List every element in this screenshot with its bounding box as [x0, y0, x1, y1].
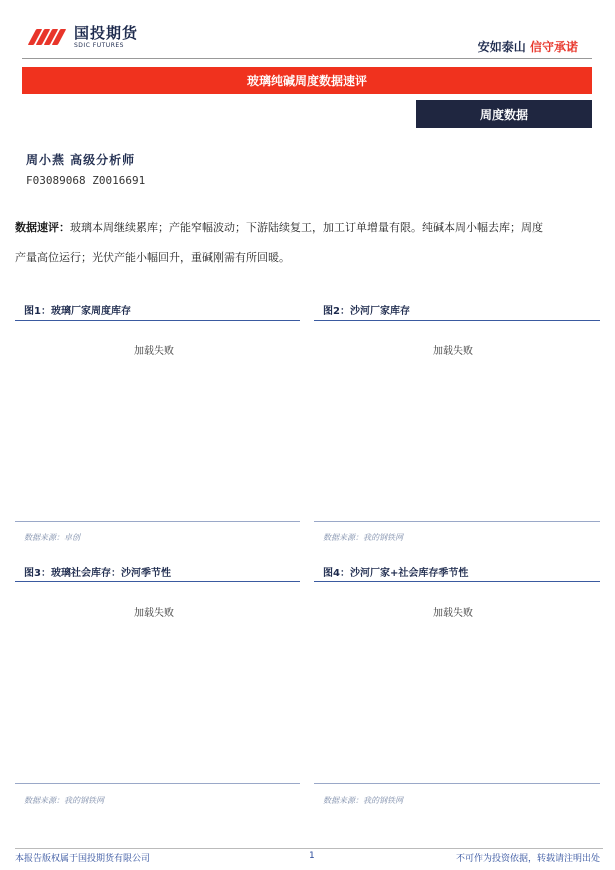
figure-3-source: 数据来源：我的钢铁网 — [24, 796, 104, 805]
summary-label: 数据速评： — [15, 221, 70, 234]
footer-disclaimer: 不可作为投资依据，转载请注明出处 — [455, 854, 600, 864]
figure-1-source: 数据来源：卓创 — [24, 533, 80, 542]
figure-1-bottom-rule — [15, 521, 300, 522]
header-divider — [22, 58, 592, 59]
summary-text-2: 产量高位运行；光伏产能小幅回升，重碱刚需有所回暖。 — [15, 251, 290, 264]
summary-paragraph — [15, 213, 600, 273]
logo-name-en: SDIC FUTURES — [74, 41, 124, 49]
figure-3-title: 图3：玻璃社会库存：沙河季节性 — [24, 568, 171, 579]
figure-4-load-status: 加载失败 — [433, 608, 473, 619]
figure-2-bottom-rule — [314, 521, 600, 522]
figure-4-bottom-rule — [314, 783, 600, 784]
slogan-part-1: 安如泰山 — [477, 40, 526, 54]
figure-1-top-rule — [15, 320, 300, 321]
figure-4-title: 图4：沙河厂家+社会库存季节性 — [323, 568, 469, 579]
figure-2-title: 图2：沙河厂家库存 — [323, 306, 410, 317]
figure-1-title: 图1：玻璃厂家周度库存 — [24, 306, 131, 317]
figure-3-bottom-rule — [15, 783, 300, 784]
company-slogan — [478, 38, 578, 55]
slogan-part-2: 信守承诺 — [529, 40, 578, 54]
figure-2-top-rule — [314, 320, 600, 321]
logo-stripes-icon — [28, 26, 68, 48]
report-type: 周度数据 — [479, 107, 528, 122]
report-title-bar — [22, 67, 592, 94]
figure-2-source: 数据来源：我的钢铁网 — [323, 533, 403, 542]
footer-copyright: 本报告版权属于国投期货有限公司 — [15, 854, 151, 864]
report-title: 玻璃纯碱周度数据速评 — [246, 74, 367, 88]
figure-3-load-status: 加载失败 — [134, 608, 174, 619]
summary-text-1: 玻璃本周继续累库；产能窄幅波动；下游陆续复工，加工订单增量有限。纯碱本周小幅去库；周度 — [70, 221, 543, 234]
author-license: F03089068 Z0016691 — [26, 174, 146, 187]
figure-3-top-rule — [15, 581, 300, 582]
author-name: 周小燕 高级分析师 — [26, 153, 136, 167]
footer-divider — [15, 848, 603, 849]
figure-2-load-status: 加载失败 — [433, 346, 473, 357]
figure-1-load-status: 加载失败 — [134, 346, 174, 357]
report-type-badge — [416, 100, 592, 128]
logo-name: 国投期货 — [74, 23, 139, 42]
company-logo — [28, 24, 138, 50]
page-number: 1 — [309, 851, 315, 861]
figure-4-top-rule — [314, 581, 600, 582]
figure-4-source: 数据来源：我的钢铁网 — [323, 796, 403, 805]
